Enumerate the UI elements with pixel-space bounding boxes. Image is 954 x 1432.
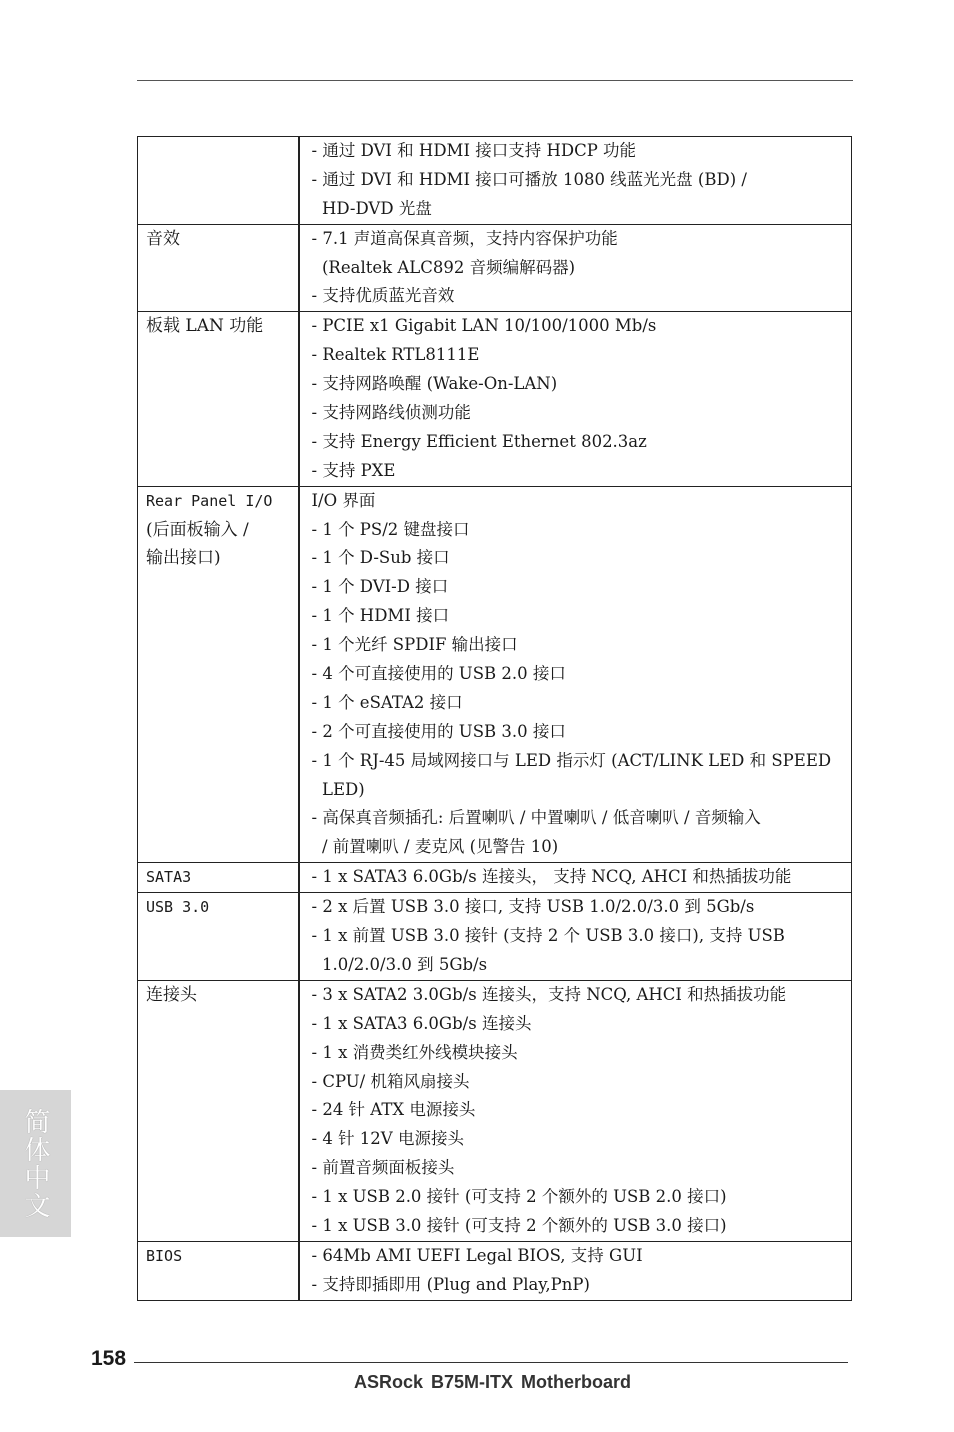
spec-value-line: - 2 x 后置 USB 3.0 接口, 支持 USB 1.0/2.0/3.0 到 5Gb/s xyxy=(311,897,755,917)
spec-label: 音效 xyxy=(146,228,180,249)
spec-table-body xyxy=(138,137,852,1301)
spec-value-line: - 通过 DVI 和 HDMI 接口支持 HDCP 功能 xyxy=(311,141,637,160)
spec-value-line: - 高保真音频插孔: 后置喇叭 / 中置喇叭 / 低音喇叭 / 音频输入 xyxy=(311,808,761,828)
spec-value-line: - 1 x USB 3.0 接针 (可支持 2 个额外的 USB 3.0 接口) xyxy=(311,1215,727,1235)
spec-value-line: 1.0/2.0/3.0 到 5Gb/s xyxy=(311,954,488,974)
spec-value-cell xyxy=(299,1241,852,1300)
spec-row xyxy=(138,893,852,981)
spec-label-cell xyxy=(138,893,299,981)
spec-value-line: - PCIE x1 Gigabit LAN 10/100/1000 Mb/s xyxy=(311,316,657,336)
spec-row xyxy=(138,137,852,225)
spec-value-line: - 前置音频面板接头 xyxy=(311,1158,455,1178)
spec-value-line: - 1 个光纤 SPDIF 输出接口 xyxy=(311,635,518,655)
spec-label: 输出接口) xyxy=(146,548,221,569)
spec-value-line: - 支持网路线侦测功能 xyxy=(311,403,471,423)
spec-label-cell xyxy=(138,1241,299,1300)
spec-label-cell xyxy=(138,486,299,863)
spec-row xyxy=(138,486,852,863)
spec-value-line: - 支持网路唤醒 (Wake-On-LAN) xyxy=(311,374,558,394)
spec-value-line: - 通过 DVI 和 HDMI 接口可播放 1080 线蓝光光盘 (BD) / xyxy=(311,169,747,189)
spec-row xyxy=(138,224,852,312)
spec-value-line: - 支持 PXE xyxy=(311,460,396,480)
spec-label-cell xyxy=(138,224,299,312)
spec-row xyxy=(138,863,852,893)
spec-label: (后面板输入 / xyxy=(146,519,249,540)
spec-value-cell xyxy=(299,486,852,863)
spec-label: SATA3 xyxy=(146,868,192,887)
spec-value-line: - 1 x SATA3 6.0Gb/s 连接头， 支持 NCQ, AHCI 和热插拔功能 xyxy=(311,867,792,887)
spec-value-line: - 支持 Energy Efficient Ethernet 802.3az xyxy=(311,431,647,451)
spec-value-line: - 1 个 HDMI 接口 xyxy=(311,606,450,626)
spec-value-line: - 支持优质蓝光音效 xyxy=(311,286,455,306)
spec-value-line: - 支持即插即用 (Plug and Play,PnP) xyxy=(311,1274,590,1294)
top-rule xyxy=(137,80,853,81)
spec-value-line: - 3 x SATA2 3.0Gb/s 连接头，支持 NCQ, AHCI 和热插拔功能 xyxy=(311,984,787,1004)
spec-value-line: - 1 x 消费类红外线模块接头 xyxy=(311,1042,518,1062)
spec-value-line: - Realtek RTL8111E xyxy=(311,345,480,365)
spec-label-cell xyxy=(138,863,299,893)
spec-label-cell xyxy=(138,137,299,225)
spec-value-line: (Realtek ALC892 音频编解码器) xyxy=(311,257,576,277)
language-side-tab-label: 简体中文 xyxy=(20,1107,50,1220)
spec-row xyxy=(138,980,852,1241)
spec-value-line: - 7.1 声道高保真音频，支持内容保护功能 xyxy=(311,228,618,248)
spec-table xyxy=(137,136,852,1301)
spec-value-cell xyxy=(299,224,852,312)
spec-value-line: / 前置喇叭 / 麦克风 (见警告 10) xyxy=(311,837,559,857)
spec-label: USB 3.0 xyxy=(146,898,210,917)
footer-title: ASRock B75M-ITX Motherboard xyxy=(354,1372,632,1392)
spec-value-line: - 2 个可直接使用的 USB 3.0 接口 xyxy=(311,721,566,741)
spec-row xyxy=(138,1241,852,1300)
spec-value-line: - 1 x 前置 USB 3.0 接针 (支持 2 个 USB 3.0 接口), 支持 USB xyxy=(311,926,785,946)
spec-value-line: - 1 x SATA3 6.0Gb/s 连接头 xyxy=(311,1013,532,1033)
spec-value-line: I/O 界面 xyxy=(311,490,376,510)
spec-value-cell xyxy=(299,980,852,1241)
spec-value-line: - 1 个 PS/2 键盘接口 xyxy=(311,519,470,539)
spec-label: Rear Panel I/O xyxy=(146,491,273,510)
spec-label: 板载 LAN 功能 xyxy=(146,316,264,337)
spec-value-line: - CPU/ 机箱风扇接头 xyxy=(311,1071,470,1091)
spec-label-cell xyxy=(138,312,299,486)
spec-value-line: - 4 个可直接使用的 USB 2.0 接口 xyxy=(311,664,566,684)
spec-value-line: - 1 x USB 2.0 接针 (可支持 2 个额外的 USB 2.0 接口) xyxy=(311,1187,727,1207)
spec-label: 连接头 xyxy=(146,984,197,1005)
spec-value-line: - 64Mb AMI UEFI Legal BIOS, 支持 GUI xyxy=(311,1245,643,1265)
spec-value-cell xyxy=(299,893,852,981)
spec-value-cell xyxy=(299,312,852,486)
spec-value-line: - 24 针 ATX 电源接头 xyxy=(311,1100,476,1120)
spec-value-line: - 1 个 DVI-D 接口 xyxy=(311,577,449,597)
spec-value-line: - 4 针 12V 电源接头 xyxy=(311,1129,464,1149)
spec-value-line: - 1 个 eSATA2 接口 xyxy=(311,692,463,712)
spec-row xyxy=(138,312,852,486)
footer-rule xyxy=(134,1362,848,1363)
spec-value-line: LED) xyxy=(311,779,365,799)
spec-value-line: - 1 个 D-Sub 接口 xyxy=(311,548,450,568)
spec-value-line: HD-DVD 光盘 xyxy=(311,198,432,218)
language-side-tab xyxy=(0,1090,71,1237)
page-number: 158 xyxy=(91,1347,127,1370)
spec-value-cell xyxy=(299,863,852,893)
spec-value-cell xyxy=(299,137,852,225)
spec-value-line: - 1 个 RJ-45 局域网接口与 LED 指示灯 (ACT/LINK LED 和 SPEED xyxy=(311,750,832,770)
spec-label: BIOS xyxy=(146,1246,183,1265)
spec-label-cell xyxy=(138,980,299,1241)
